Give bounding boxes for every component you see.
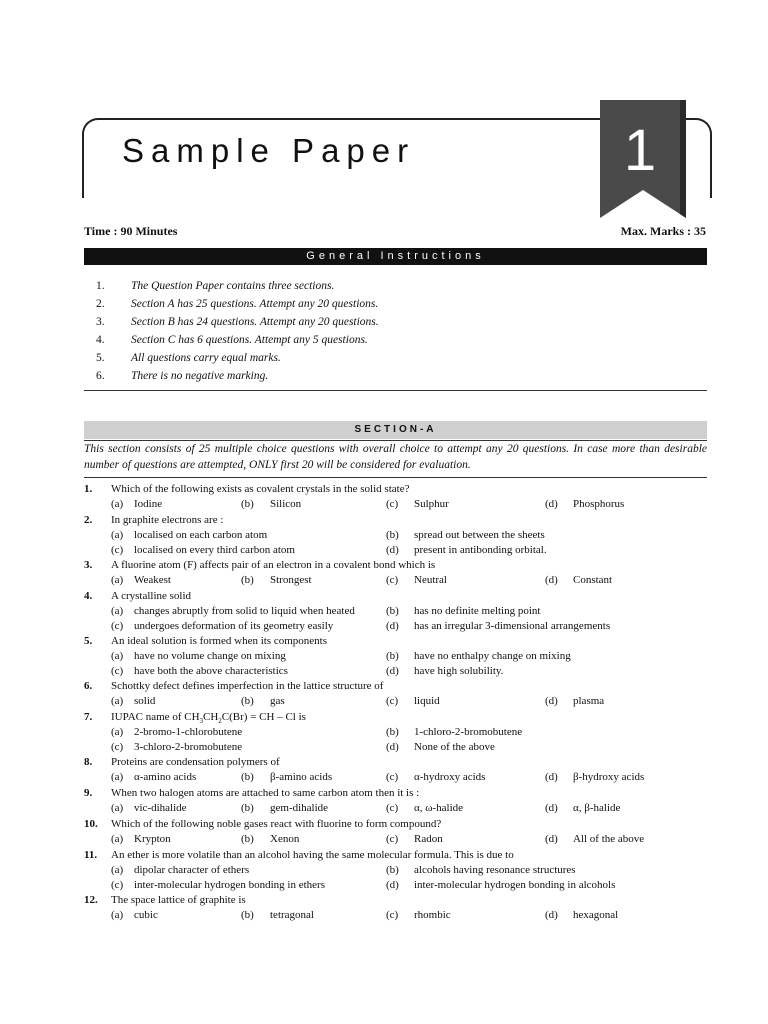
- option-label: (d): [545, 695, 558, 707]
- option-text: None of the above: [414, 741, 495, 753]
- option-label: (a): [111, 605, 124, 617]
- option-label: (b): [241, 802, 254, 814]
- option-text: hexagonal: [573, 909, 619, 921]
- option-label: (d): [386, 620, 399, 632]
- option-label: (c): [111, 879, 124, 891]
- option-text: 1-chloro-2-bromobutene: [414, 726, 523, 738]
- question: [84, 755, 707, 786]
- option-text: have no enthalpy change on mixing: [414, 650, 571, 662]
- option-text: plasma: [573, 695, 605, 707]
- instruction-text: Section A has 25 questions. Attempt any 20 questions.: [131, 298, 379, 310]
- options-row: [84, 497, 707, 513]
- option-text: cubic: [134, 909, 158, 921]
- badge-ribbon-fold: [680, 100, 686, 218]
- option-label: (b): [386, 726, 399, 738]
- option-label: (b): [386, 864, 399, 876]
- question-text: In graphite electrons are :: [111, 514, 224, 526]
- section-a-heading: SECTION-A: [84, 421, 707, 439]
- options-row: [84, 770, 707, 786]
- question-text: A crystalline solid: [111, 590, 192, 602]
- question-stem-row: [84, 755, 707, 770]
- question-text: An ether is more volatile than an alcohol having the same molecular formula. This is due to: [111, 849, 514, 861]
- option-label: (b): [241, 574, 254, 586]
- question: [84, 558, 707, 589]
- instruction-text: Section B has 24 questions. Attempt any 20 questions.: [131, 316, 379, 328]
- option-label: (b): [386, 529, 399, 541]
- option-label: (d): [545, 833, 558, 845]
- option-text: have high solubility.: [414, 665, 504, 677]
- question-stem-row: [84, 786, 707, 801]
- questions-list: [84, 482, 707, 924]
- question-number: 6.: [84, 680, 93, 692]
- question-text: Proteins are condensation polymers of: [111, 756, 280, 768]
- option-text: gas: [270, 695, 285, 707]
- chapter-badge: [600, 100, 686, 218]
- max-marks-label: Max. Marks : 35: [620, 224, 706, 238]
- option-label: (d): [545, 771, 558, 783]
- options-row: [84, 878, 707, 893]
- option-label: (d): [386, 544, 399, 556]
- option-text: have no volume change on mixing: [134, 650, 286, 662]
- question-stem-row: [84, 558, 707, 573]
- question: [84, 893, 707, 924]
- question-number: 10.: [84, 818, 98, 830]
- question-number: 11.: [84, 849, 98, 861]
- question-stem-row: [84, 679, 707, 694]
- option-text: spread out between the sheets: [414, 529, 545, 541]
- section-a-intro: This section consists of 25 multiple choice questions with overall choice to attempt any 20 questions. In case more than desirable number of questions are attempted, ONLY first 20 will be considered for evaluation.: [84, 443, 707, 471]
- question-number: 1.: [84, 483, 93, 495]
- option-text: inter-molecular hydrogen bonding in ethers: [134, 879, 326, 891]
- option-label: (b): [386, 650, 399, 662]
- options-row: [84, 664, 707, 679]
- instruction-item: [96, 277, 696, 295]
- time-label: Time : 90 Minutes: [84, 224, 178, 238]
- option-label: (a): [111, 909, 124, 921]
- option-text: All of the above: [573, 833, 645, 845]
- divider: [84, 477, 707, 478]
- options-row: [84, 694, 707, 710]
- instruction-item: [96, 295, 696, 313]
- option-text: Weakest: [134, 574, 171, 586]
- option-text: Sulphur: [414, 498, 449, 510]
- option-text: α, ω-halide: [414, 802, 464, 814]
- options-row: [84, 908, 707, 924]
- option-label: (b): [241, 771, 254, 783]
- option-label: (c): [386, 498, 399, 510]
- option-label: (d): [545, 802, 558, 814]
- question: [84, 710, 707, 755]
- option-text: Strongest: [270, 574, 312, 586]
- option-label: (c): [386, 802, 399, 814]
- option-text: localised on each carbon atom: [134, 529, 268, 541]
- instruction-item: [96, 313, 696, 331]
- option-text: rhombic: [414, 909, 451, 921]
- option-text: liquid: [414, 695, 440, 707]
- question-number: 5.: [84, 635, 93, 647]
- option-text: Iodine: [134, 498, 163, 510]
- instruction-text: Section C has 6 questions. Attempt any 5 questions.: [131, 334, 368, 346]
- options-row: [84, 543, 707, 558]
- instruction-item: [96, 349, 696, 367]
- question-number: 4.: [84, 590, 93, 602]
- option-label: (d): [545, 909, 558, 921]
- option-label: (b): [241, 695, 254, 707]
- question-stem-row: [84, 589, 707, 604]
- option-text: undergoes deformation of its geometry easily: [134, 620, 334, 632]
- option-label: (a): [111, 771, 124, 783]
- option-text: changes abruptly from solid to liquid when heated: [134, 605, 355, 617]
- option-label: (d): [386, 741, 399, 753]
- option-label: (a): [111, 498, 124, 510]
- option-text: α, β-halide: [573, 802, 621, 814]
- options-row: [84, 740, 707, 755]
- option-text: has no definite melting point: [414, 605, 541, 617]
- instruction-item: [96, 367, 696, 385]
- question-text: When two halogen atoms are attached to same carbon atom then it is :: [111, 787, 420, 799]
- question-text: Schottky defect defines imperfection in the lattice structure of: [111, 680, 384, 692]
- option-text: Phosphorus: [573, 498, 625, 510]
- option-label: (c): [111, 741, 124, 753]
- option-text: inter-molecular hydrogen bonding in alcohols: [414, 879, 616, 891]
- instruction-number: 3.: [96, 316, 105, 328]
- option-label: (c): [111, 665, 124, 677]
- options-row: [84, 832, 707, 848]
- option-text: gem-dihalide: [270, 802, 329, 814]
- instruction-number: 5.: [96, 352, 105, 364]
- question: [84, 513, 707, 558]
- option-text: localised on every third carbon atom: [134, 544, 295, 556]
- options-row: [84, 725, 707, 740]
- option-text: alcohols having resonance structures: [414, 864, 576, 876]
- option-text: α-hydroxy acids: [414, 771, 486, 783]
- question-number: 12.: [84, 894, 98, 906]
- option-label: (a): [111, 726, 124, 738]
- question-text: Which of the following noble gases react with fluorine to form compound?: [111, 818, 442, 830]
- option-text: present in antibonding orbital.: [414, 544, 547, 556]
- option-text: has an irregular 3-dimensional arrangements: [414, 620, 611, 632]
- instruction-item: [96, 331, 696, 349]
- option-label: (c): [386, 771, 399, 783]
- question: [84, 589, 707, 634]
- option-text: α-amino acids: [134, 771, 197, 783]
- option-text: Neutral: [414, 574, 447, 586]
- instructions-list: [96, 277, 696, 385]
- divider: [84, 390, 707, 391]
- general-instructions-heading: General Instructions: [84, 248, 707, 265]
- question-text: The space lattice of graphite is: [111, 894, 246, 906]
- option-text: 2-bromo-1-chlorobutene: [134, 726, 243, 738]
- question-number: 7.: [84, 711, 93, 723]
- question-stem-row: [84, 482, 707, 497]
- instruction-number: 2.: [96, 298, 105, 310]
- question: [84, 848, 707, 893]
- question-stem-row: [84, 634, 707, 649]
- option-label: (d): [386, 879, 399, 891]
- badge-number: 1: [623, 118, 657, 183]
- question: [84, 817, 707, 848]
- page-title: Sample Paper: [122, 132, 416, 169]
- option-label: (c): [386, 909, 399, 921]
- option-label: (c): [111, 544, 124, 556]
- question: [84, 679, 707, 710]
- option-text: vic-dihalide: [134, 802, 187, 814]
- question-number: 3.: [84, 559, 93, 571]
- option-text: 3-chloro-2-bromobutene: [134, 741, 243, 753]
- option-label: (d): [386, 665, 399, 677]
- option-text: Constant: [573, 574, 613, 586]
- option-label: (a): [111, 833, 124, 845]
- question-stem-row: [84, 513, 707, 528]
- option-text: Krypton: [134, 833, 171, 845]
- option-label: (b): [386, 605, 399, 617]
- options-row: [84, 801, 707, 817]
- question-text: An ideal solution is formed when its components: [111, 635, 327, 647]
- option-text: dipolar character of ethers: [134, 864, 250, 876]
- option-label: (a): [111, 650, 124, 662]
- option-text: β-hydroxy acids: [573, 771, 645, 783]
- question-stem-row: [84, 710, 707, 725]
- option-label: (b): [241, 498, 254, 510]
- question-text: A fluorine atom (F) affects pair of an electron in a covalent bond which is: [111, 559, 436, 571]
- question-stem-row: [84, 893, 707, 908]
- question-text: Which of the following exists as covalent crystals in the solid state?: [111, 483, 410, 495]
- option-label: (a): [111, 574, 124, 586]
- option-label: (c): [386, 833, 399, 845]
- option-text: solid: [134, 695, 156, 707]
- question-number: 9.: [84, 787, 93, 799]
- question-number: 8.: [84, 756, 93, 768]
- options-row: [84, 573, 707, 589]
- options-row: [84, 604, 707, 619]
- question-number: 2.: [84, 514, 93, 526]
- instruction-text: There is no negative marking.: [131, 370, 269, 382]
- option-label: (d): [545, 498, 558, 510]
- divider: [84, 440, 707, 441]
- question-text: IUPAC name of $CH_3CH_2C(Br)$ = CH – Cl is: [111, 711, 306, 726]
- question: [84, 482, 707, 513]
- option-label: (a): [111, 529, 124, 541]
- instruction-text: All questions carry equal marks.: [131, 352, 281, 364]
- question: [84, 634, 707, 679]
- option-label: (a): [111, 695, 124, 707]
- question-stem-row: [84, 817, 707, 832]
- option-text: Radon: [414, 833, 443, 845]
- option-text: have both the above characteristics: [134, 665, 288, 677]
- option-label: (d): [545, 574, 558, 586]
- instruction-number: 1.: [96, 280, 105, 292]
- options-row: [84, 619, 707, 634]
- instruction-text: The Question Paper contains three sections.: [131, 280, 335, 292]
- option-text: Xenon: [270, 833, 300, 845]
- question: [84, 786, 707, 817]
- options-row: [84, 649, 707, 664]
- option-label: (a): [111, 864, 124, 876]
- option-text: Silicon: [270, 498, 302, 510]
- option-label: (c): [386, 574, 399, 586]
- option-text: tetragonal: [270, 909, 314, 921]
- instruction-number: 6.: [96, 370, 105, 382]
- option-label: (b): [241, 833, 254, 845]
- option-label: (b): [241, 909, 254, 921]
- option-label: (c): [386, 695, 399, 707]
- option-text: β-amino acids: [270, 771, 333, 783]
- instruction-number: 4.: [96, 334, 105, 346]
- options-row: [84, 863, 707, 878]
- question-stem-row: [84, 848, 707, 863]
- options-row: [84, 528, 707, 543]
- option-label: (a): [111, 802, 124, 814]
- option-label: (c): [111, 620, 124, 632]
